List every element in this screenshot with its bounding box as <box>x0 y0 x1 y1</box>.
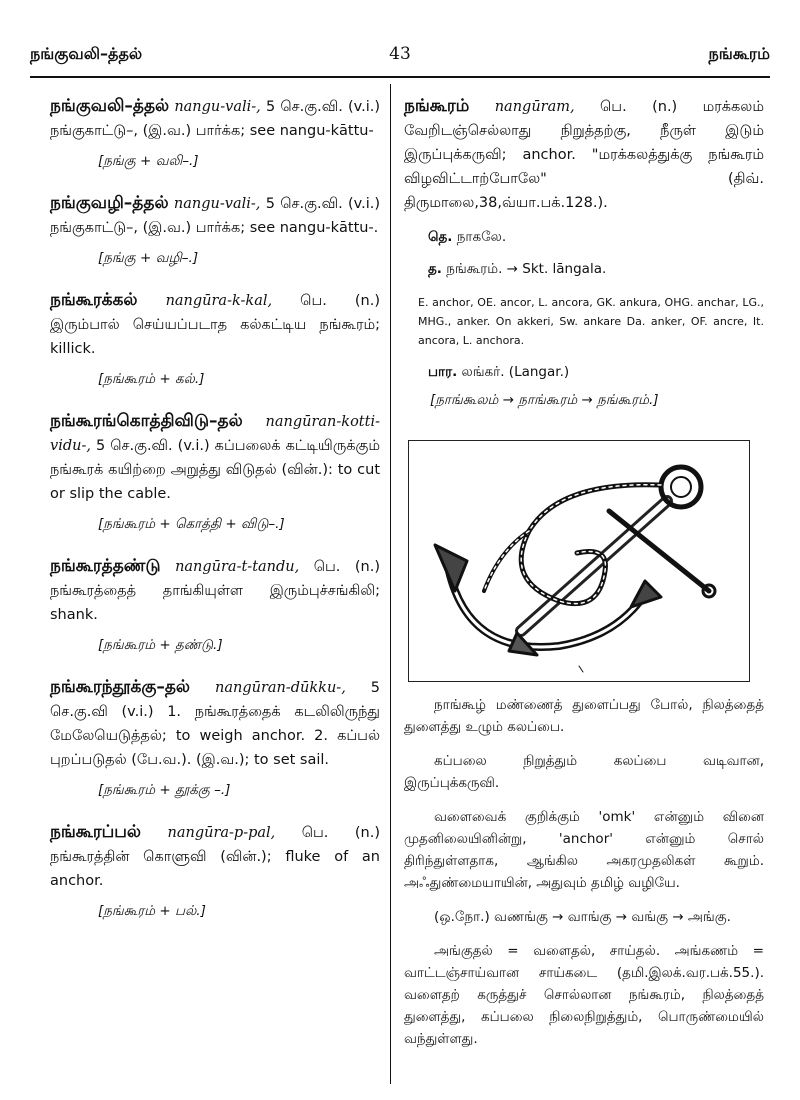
anchor-icon <box>409 441 749 681</box>
explanation-paragraph: நாங்கூழ் மண்ணைத் துளைப்பது போல், நிலத்தைத் துளைத்து உழும் கலப்பை. <box>404 697 764 735</box>
headword: நங்கூரத்தண்டு <box>50 556 161 576</box>
entry-nangooram <box>404 94 764 215</box>
headword: நங்குவழி–த்தல் <box>50 193 169 213</box>
page-header <box>30 44 770 70</box>
definition: பெ. (n.) நங்கூரத்தின் கொளுவி (வின்.); fluke of an anchor. <box>50 825 380 889</box>
definition: 5 செ.கு.வி (v.i.) 1. நங்கூரத்தைக் கடலிலிருந்து மேலேயெடுத்தல்; to weigh anchor. 2. கப்பல் புறப்படுதல் (பே.வ.). (இ.வ.); to set sail. <box>50 680 381 768</box>
telugu-cognate: தெ. நாகலே. <box>428 229 507 245</box>
headword: நங்கூரங்கொத்திவிடு–தல் <box>50 411 243 431</box>
etymology: [நங்கூரம் + தண்டு.] <box>98 637 223 653</box>
transliteration: nangūra-k-kal, <box>165 293 273 309</box>
european-cognates: E. anchor, OE. ancor, L. ancora, GK. ankura, OHG. anchar, LG., MHG., anker. On akkeri, Sw. ankare Da. anker, OF. ancre, It. ancora, L. anchora. <box>418 296 764 347</box>
entry <box>50 409 380 534</box>
entry <box>50 675 380 800</box>
tamil-source: த. நங்கூரம். → Skt. lāngala. <box>428 261 607 277</box>
etymology: [நங்கூரம் + கல்.] <box>98 371 205 387</box>
etymology: [நங்கூரம் + தூக்கு –.] <box>98 782 231 798</box>
transliteration: nangu-vali-, <box>173 196 261 212</box>
explanation-paragraph: அங்குதல் = வளைதல், சாய்தல். அங்கணம் = வாட்டஞ்சாய்வான சாய்கடை (தமி.இலக்.வர.பக்.55.). வளைதற் கருத்துச் சொல்லான நங்கூரம், நிலத்தைத் துளைத்து, கப்பலை நிலைநிறுத்தும், பொருண்மையில் வந்துள்ளது. <box>404 943 764 1047</box>
definition: பெ. (n.) மரக்கலம் வேறிடஞ்செல்லாது நிறுத்தற்கு, நீருள் இடும் இருப்புக்கருவி; anchor. "மரக்கலத்துக்கு நங்கூரம் விழவிட்டாற்போலே" (திவ். திருமாலை,38,வ்யா.பக்.128.). <box>404 99 765 211</box>
transliteration: nangūran-dūkku-, <box>215 680 346 696</box>
entry <box>50 288 380 389</box>
transliteration: nangūram, <box>494 99 575 115</box>
column-divider <box>390 84 391 1084</box>
header-right-guideword: நங்கூரம் <box>708 44 770 63</box>
headword: நங்குவலி–த்தல் <box>50 96 170 116</box>
definition: 5 செ.கு.வி. (v.i.) நங்குகாட்டு–, (இ.வ.) பார்க்க; see nangu-kāttu- <box>50 99 380 139</box>
comparison-line: (ஒ.நோ.) வணங்கு → வாங்கு → வங்கு → அங்கு. <box>434 909 731 925</box>
headword: நங்கூரம் <box>404 96 470 116</box>
transliteration: nangu-vali-, <box>174 99 261 115</box>
right-column <box>404 94 764 1050</box>
entry <box>50 554 380 655</box>
etymology: [நங்கு + வலி–.] <box>98 153 199 169</box>
anchor-figure <box>408 440 750 682</box>
etymology: [நங்கு + வழி–.] <box>98 250 199 266</box>
etymology: [நங்கூரம் + கொத்தி + விடு–.] <box>98 516 285 532</box>
etymology: [நங்கூரம் + பல்.] <box>98 903 206 919</box>
definition: 5 செ.கு.வி. (v.i.) கப்பலைக் கட்டியிருக்கும் நங்கூரக் கயிற்றை அறுத்து விடுதல் (வின்.): to cut or slip the cable. <box>50 438 380 502</box>
header-left-guideword: நங்குவலி–த்தல் <box>30 44 143 63</box>
entry <box>50 191 380 268</box>
header-rule <box>30 76 770 78</box>
entry <box>50 820 380 921</box>
persian-form: பார. லங்கர். (Langar.) <box>428 364 570 380</box>
headword: நங்கூரக்கல் <box>50 290 138 310</box>
definition: பெ. (n.) நங்கூரத்தைத் தாங்கியுள்ள இரும்புச்சங்கிலி; shank. <box>50 559 380 623</box>
transliteration: nangūra-p-pal, <box>167 825 276 841</box>
page-number: 43 <box>389 44 411 64</box>
left-column <box>50 94 380 941</box>
definition: 5 செ.கு.வி. (v.i.) நங்குகாட்டு–, (இ.வ.) பார்க்க; see nangu-kāttu-. <box>50 196 381 236</box>
headword: நங்கூரப்பல் <box>50 822 142 842</box>
transliteration: nangūran-kotti-vidu-, <box>50 414 380 454</box>
explanation-paragraph: கப்பலை நிறுத்தும் கலப்பை வடிவான, இருப்புக்கருவி. <box>404 753 764 791</box>
entry <box>50 94 380 171</box>
explanation-paragraph: வளைவைக் குறிக்கும் 'omk' என்னும் வினை முதனிலையினின்று, 'anchor' என்னும் சொல் திரிந்துள்ளதாக, ஆங்கில அகரமுதலிகள் கூறும். அஃதுண்மையாயின், அதுவும் தமிழ் வழியே. <box>404 809 764 891</box>
definition: பெ. (n.) இரும்பால் செய்யப்படாத கல்கட்டிய நங்கூரம்; killick. <box>50 293 381 357</box>
etymology: [நாங்கூலம் → நாங்கூரம் → நங்கூரம்.] <box>430 392 659 408</box>
headword: நங்கூரந்தூக்கு–தல் <box>50 677 191 697</box>
transliteration: nangūra-t-tandu, <box>175 559 300 575</box>
